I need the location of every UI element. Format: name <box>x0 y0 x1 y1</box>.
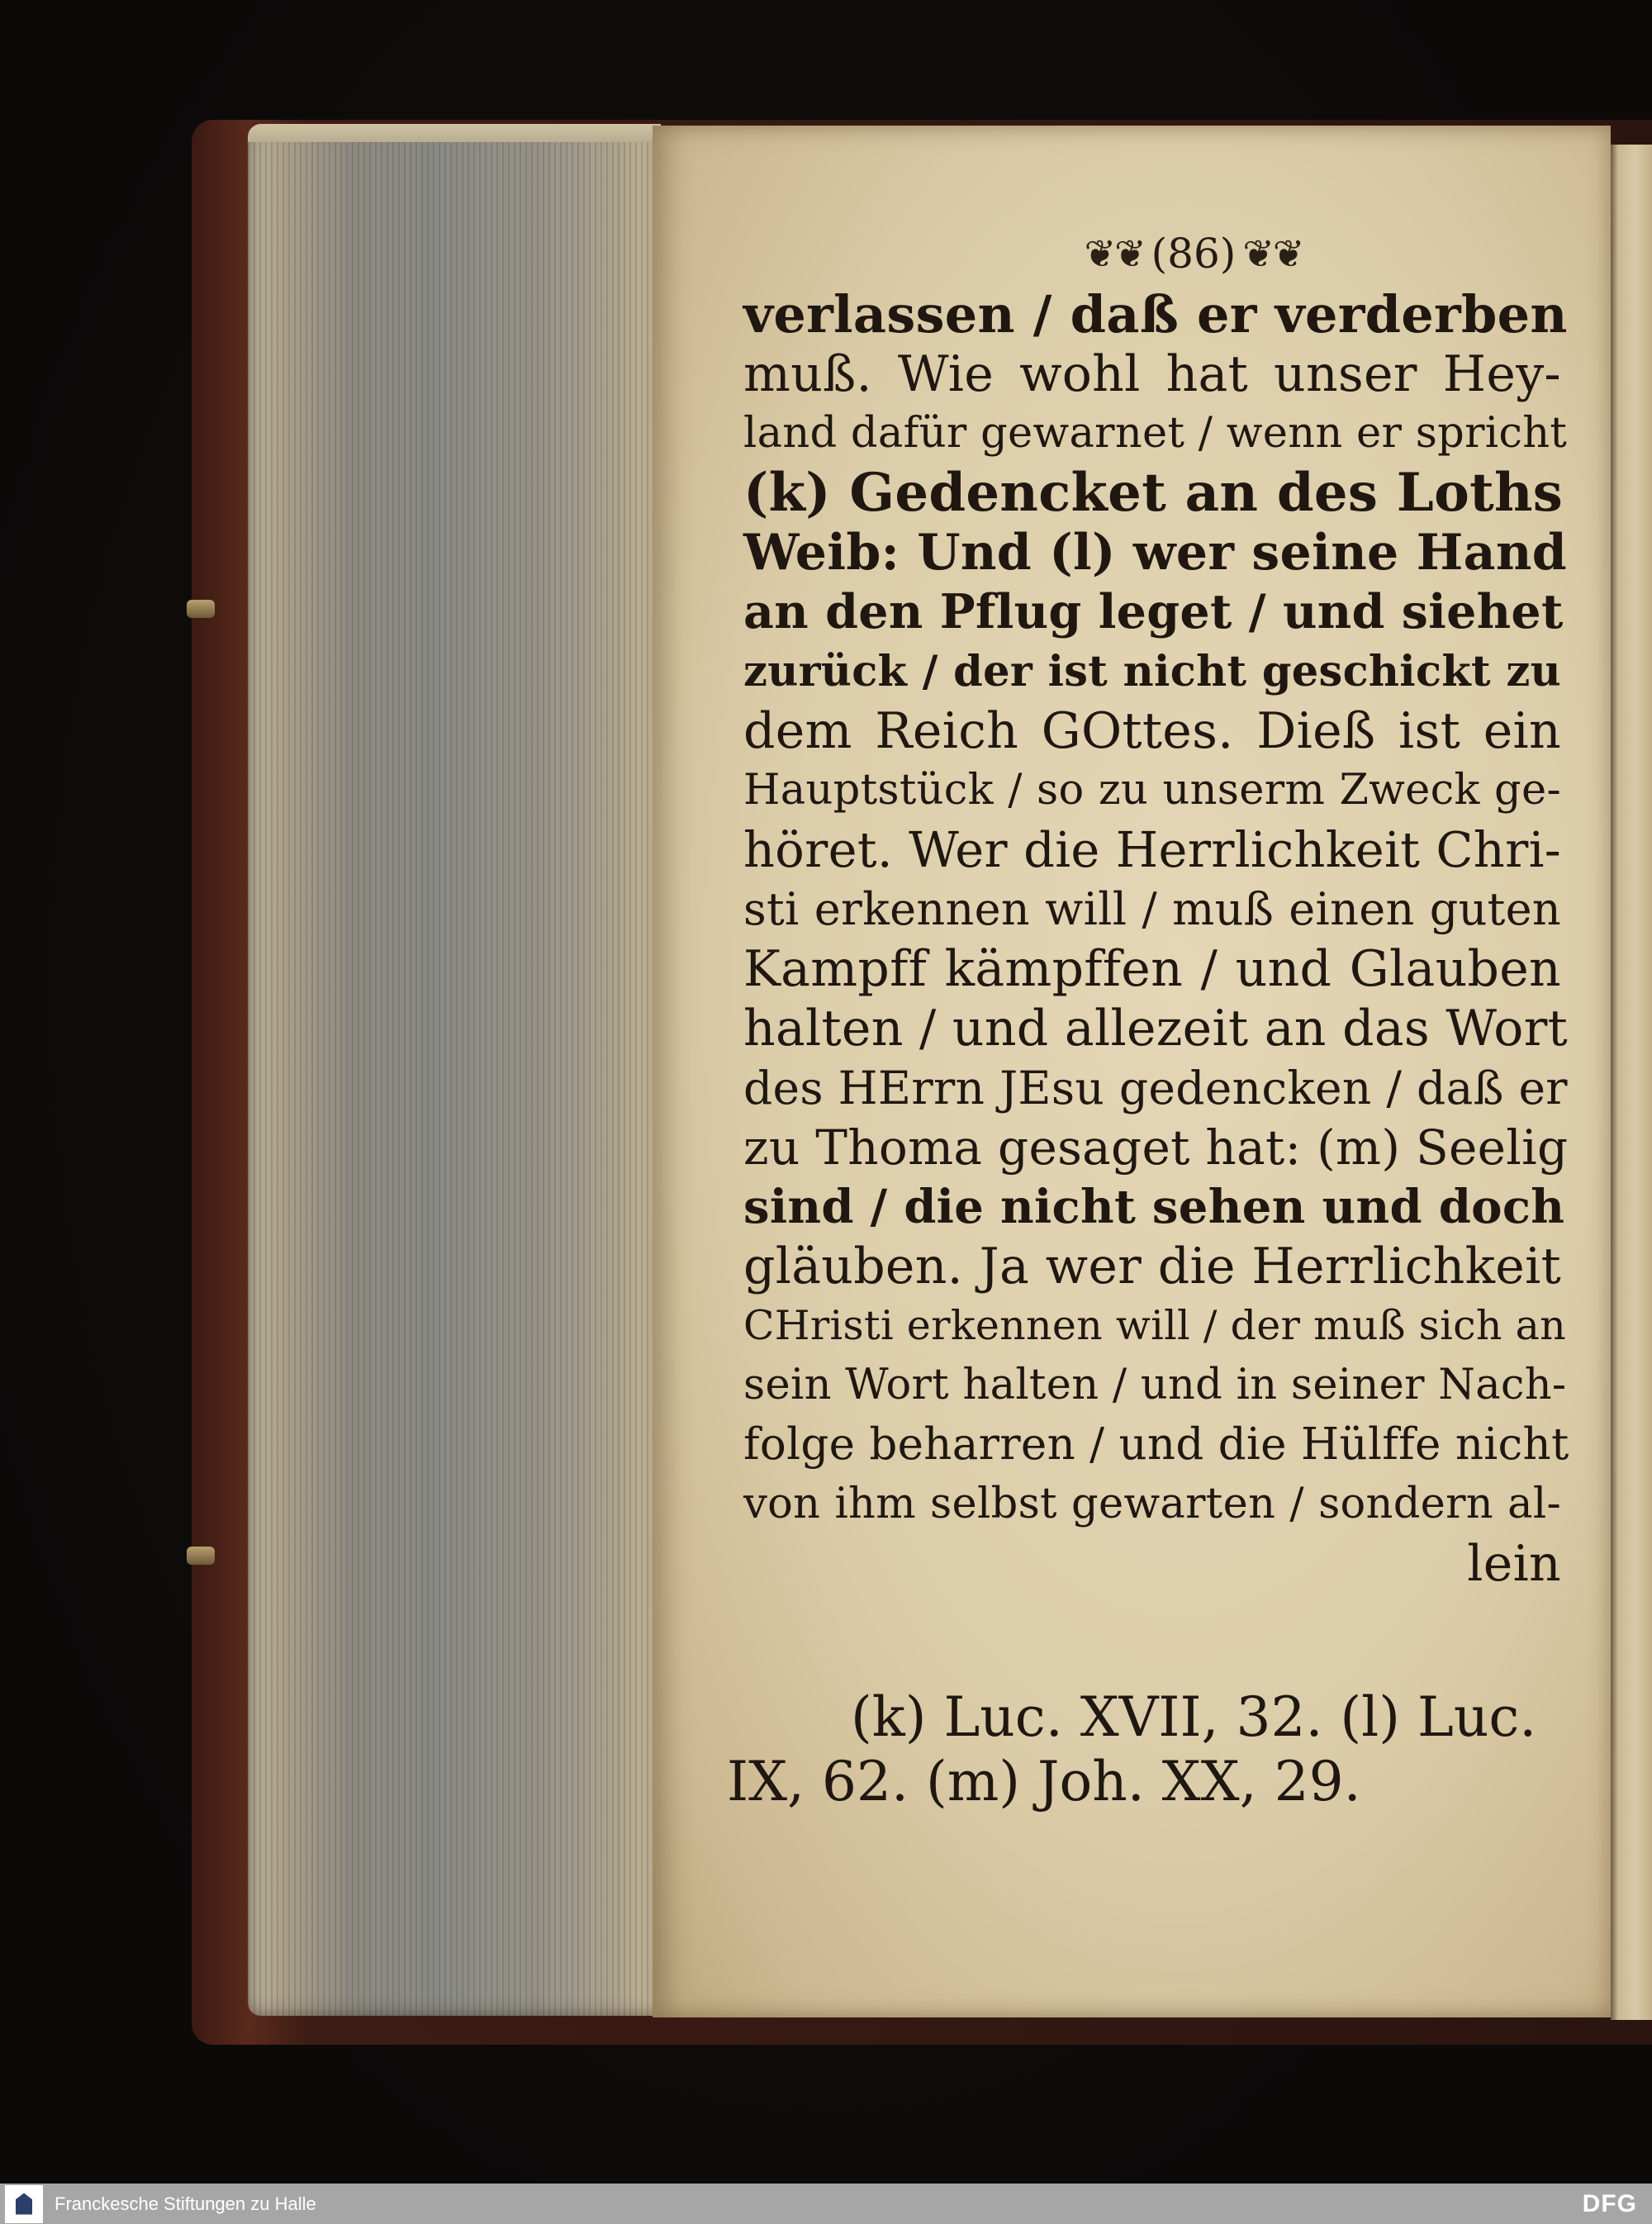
text-line: Weib: Und (l) wer seine Hand <box>743 524 1567 582</box>
text-line: gläuben. Ja wer die Herrlichkeit <box>743 1238 1561 1295</box>
text-line: halten / und allezeit an das Wort <box>743 1000 1569 1057</box>
text-line: muß. Wie wohl hat unser Hey- <box>743 345 1561 403</box>
text-line: von ihm selbst gewarten / sondern al- <box>743 1480 1561 1528</box>
footnote-line: (k) Luc. XVII, 32. (l) Luc. <box>851 1685 1537 1749</box>
text-line: zurück / der ist nicht geschickt zu <box>743 647 1561 696</box>
catchword: lein <box>1467 1535 1561 1593</box>
ornament-right-icon: ❦❦ <box>1242 231 1303 276</box>
text-line: sein Wort halten / und in seiner Nach- <box>743 1361 1567 1409</box>
text-line: folge beharren / und die Hülffe nicht <box>743 1419 1569 1470</box>
text-line: land dafür gewarnet / wenn er spricht <box>743 409 1568 458</box>
text-line: Kampff kämpffen / und Glauben <box>743 940 1561 998</box>
page-block-top <box>248 124 661 142</box>
ornament-left-icon: ❦❦ <box>1084 231 1145 276</box>
text-line: sind / die nicht sehen und doch <box>743 1180 1565 1234</box>
institution-logo-icon[interactable] <box>5 2185 43 2223</box>
footnote-line: IX, 62. (m) Joh. XX, 29. <box>727 1750 1361 1813</box>
text-line: dem Reich GOttes. Dieß ist ein <box>743 702 1561 760</box>
clasp-top <box>187 600 215 618</box>
facing-page-edge <box>1611 145 1652 2020</box>
text-line: zu Thoma gesaget hat: (m) Seelig <box>743 1119 1569 1176</box>
text-line: (k) Gedencket an des Loths <box>743 462 1564 524</box>
page-block-edge <box>248 124 661 2016</box>
text-line: Hauptstück / so zu unserm Zweck ge- <box>743 766 1561 815</box>
dfg-logo[interactable]: DFG <box>1582 2190 1637 2217</box>
text-line: an den Pflug leget / und siehet <box>743 584 1564 639</box>
clasp-bottom <box>187 1547 215 1565</box>
footnotes <box>727 1685 1545 1814</box>
text-line: höret. Wer die Herrlichkeit Chri- <box>743 821 1561 878</box>
text-line: des HErrn JEsu gedencken / daß er <box>743 1062 1568 1114</box>
institution-credit[interactable]: Franckesche Stiftungen zu Halle <box>55 2193 316 2214</box>
page-body-text <box>743 284 1569 1594</box>
viewer-footer-bar <box>0 2184 1652 2224</box>
page-header <box>1045 225 1342 283</box>
text-line: verlassen / daß er verderben <box>743 284 1568 345</box>
institution-logo-mark <box>16 2193 32 2215</box>
page-number: (86) <box>1151 230 1237 278</box>
text-line: sti erkennen will / muß einen guten <box>743 883 1561 935</box>
text-line: CHristi erkennen will / der muß sich an <box>743 1302 1566 1349</box>
